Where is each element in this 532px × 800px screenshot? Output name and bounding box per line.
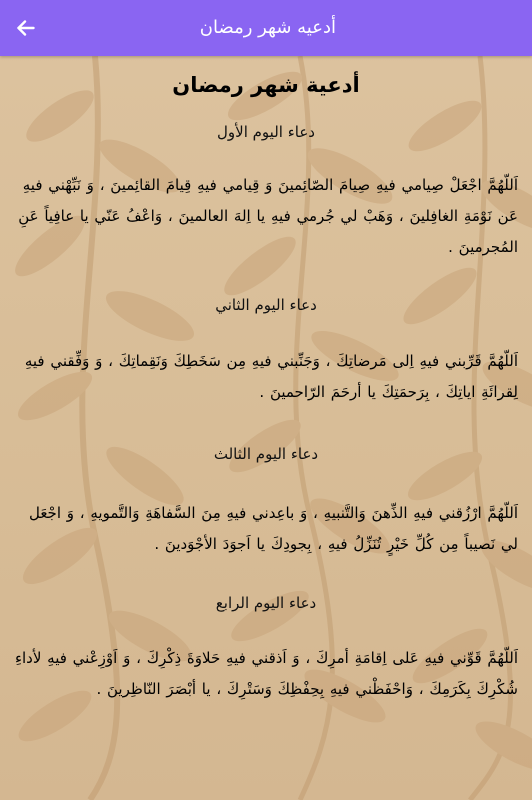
- arrow-back-icon: [17, 20, 35, 36]
- app-bar-title: أدعيه شهر رمضان: [199, 17, 336, 38]
- day-3-prayer-text: اَللّهُمَّ ارْزُقني فيهِ الذِّهنَ وَالتَّنبيهِ ، وَ باعِدني فيهِ مِنَ السَّفاهَةِ وَالتَّمويهِ ، وَ اجْعَل لي نَصيباً مِن كُلِّ خَيْرٍ تُنَزِّلُ فيهِ ، بِجودِكَ يا اَجوَدَ الأجْوَدينَ .: [28, 504, 518, 553]
- day-4-heading: دعاء اليوم الرابع: [215, 594, 317, 612]
- day-1-heading: دعاء اليوم الأول: [217, 123, 315, 141]
- day-2-heading: دعاء اليوم الثاني: [215, 296, 317, 314]
- scroll-content[interactable]: [0, 56, 532, 800]
- day-2-prayer-text: اَللّهُمَّ قَرِّبني فيهِ اِلى مَرضاتِكَ ، وَجَنِّبني فيهِ مِن سَخَطِكَ وَنَقِماتِكَ ، وَ وَفِّقني فيهِ لِقرائَةِ اياتِكَ ، بِرَحمَتِكَ يا أرحَمَ الرّاحمينَ .: [24, 352, 518, 401]
- back-button[interactable]: [10, 12, 42, 44]
- day-3-heading: دعاء اليوم الثالث: [213, 445, 319, 463]
- prayers-article: [0, 70, 532, 705]
- day-4-prayer-text: اَللّهُمَّ قَوِّني فيهِ عَلى اِقامَةِ أمرِكَ ، وَ اَذقني فيهِ حَلاوَةَ ذِكْرِكَ ، وَ اَوْزِعْني فيهِ لأداءِ شُكْرِكَ بِكَرَمِكَ ، وَاحْفَظْني فيهِ بِحِفْظِكَ وَسَتْرِكَ ، يا أبْصَرَ النّاظِرينَ .: [14, 649, 518, 698]
- app-bar: [0, 0, 532, 56]
- article-title: أدعية شهر رمضان: [172, 73, 360, 97]
- day-1-prayer-text: اَللّهُمَّ اجْعَلْ صِيامي فيهِ صِيامَ الصّائِمينَ وَ قِيامي فيهِ قِيامَ القائِمينَ ، وَ نَبِّهْني فيهِ عَن نَوْمَةِ الغافِلينَ ، وَهَبْ لي جُرمي فيهِ يا اِلهَ العالمينَ ، وَاعْفُ عَنّي يا عافِياً عَنِ المُجرمينَ .: [18, 176, 518, 256]
